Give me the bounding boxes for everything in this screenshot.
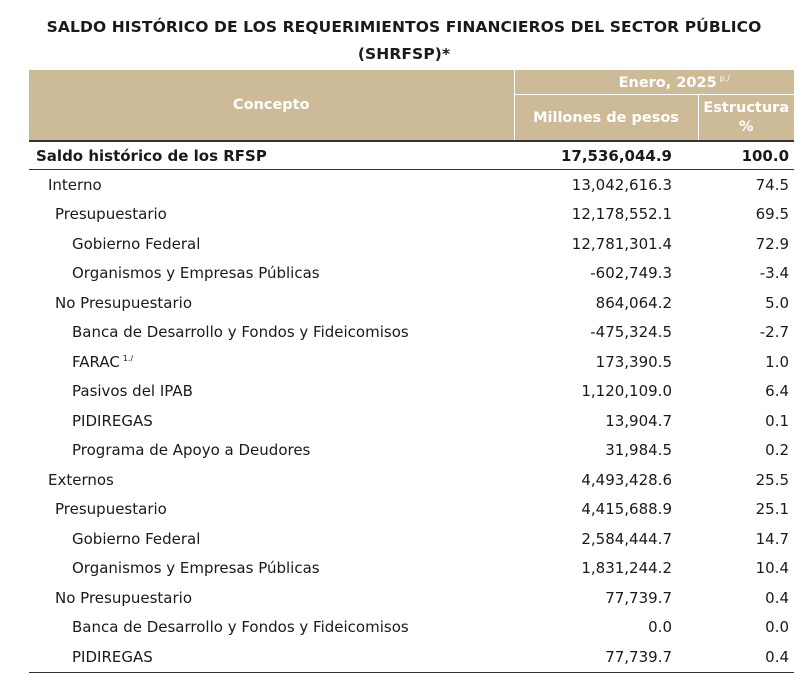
header-row-1 (29, 70, 794, 95)
row-value: 31,984.5 (605, 441, 672, 460)
table-row (29, 259, 794, 289)
document-title (0, 14, 808, 68)
row-value: 77,739.7 (605, 588, 672, 607)
table-row (29, 554, 794, 584)
header-estructura (698, 95, 794, 142)
table-row (29, 524, 794, 554)
row-pct: 0.2 (765, 441, 790, 460)
row-label: FARAC $^{1./}$ (72, 352, 134, 371)
row-value: 1,831,244.2 (581, 559, 672, 578)
row-label: Gobierno Federal (72, 529, 201, 548)
table-row (29, 406, 794, 436)
table-row (29, 141, 794, 170)
table-row (29, 200, 794, 230)
row-pct: 25.5 (755, 470, 790, 489)
row-pct: 74.5 (755, 175, 790, 194)
row-pct: 14.7 (755, 529, 790, 548)
header-estructura-line2: % (738, 118, 754, 135)
row-value: 4,415,688.9 (581, 500, 672, 519)
row-value: 864,064.2 (595, 293, 672, 312)
table-row (29, 613, 794, 643)
title-line-1: SALDO HISTÓRICO DE LOS REQUERIMIENTOS FINANCIEROS DEL SECTOR PÚBLICO (46, 18, 762, 36)
header-period-label: Enero, 2025 (618, 74, 717, 91)
table-row (29, 583, 794, 613)
row-label: Banca de Desarrollo y Fondos y Fideicomisos (72, 323, 409, 342)
row-value: 17,536,044.9 (514, 141, 698, 170)
row-pct: 0.4 (765, 588, 790, 607)
table-row (29, 347, 794, 377)
table-row (29, 436, 794, 466)
row-pct: -3.4 (759, 264, 790, 283)
row-value: 4,493,428.6 (581, 470, 672, 489)
row-label: Organismos y Empresas Públicas (72, 264, 320, 283)
row-label: No Presupuestario (55, 588, 192, 607)
row-label: Externos (48, 470, 114, 489)
header-estructura-line1: Estructura (703, 99, 790, 116)
row-pct: -2.7 (759, 323, 790, 342)
header-concept: Concepto (29, 70, 514, 141)
row-label: Saldo histórico de los RFSP (29, 141, 514, 170)
header-period-note: p./ (719, 73, 731, 83)
table-row (29, 495, 794, 525)
row-pct: 100.0 (698, 141, 794, 170)
row-value: 2,584,444.7 (581, 529, 672, 548)
row-pct: 5.0 (765, 293, 790, 312)
header-millones: Millones de pesos (514, 95, 698, 142)
row-pct: 72.9 (755, 234, 790, 253)
row-value: 12,781,301.4 (571, 234, 672, 253)
row-pct: 0.0 (765, 618, 790, 637)
row-label: Presupuestario (55, 205, 167, 224)
row-value: 77,739.7 (514, 642, 698, 672)
row-label: Organismos y Empresas Públicas (72, 559, 320, 578)
row-value: 173,390.5 (595, 352, 672, 371)
row-pct: 0.4 (698, 642, 794, 672)
row-value: -475,324.5 (590, 323, 672, 342)
header-period (514, 70, 794, 95)
row-pct: 1.0 (765, 352, 790, 371)
row-value: 12,178,552.1 (571, 205, 672, 224)
row-label: Banca de Desarrollo y Fondos y Fideicomisos (72, 618, 409, 637)
row-pct: 25.1 (755, 500, 790, 519)
row-value: -602,749.3 (590, 264, 672, 283)
shrfsp-table (29, 70, 794, 673)
row-label: Presupuestario (55, 500, 167, 519)
row-pct: 0.1 (765, 411, 790, 430)
row-label: Programa de Apoyo a Deudores (72, 441, 311, 460)
row-label: PIDIREGAS (29, 642, 514, 672)
title-line-2: (SHRFSP)* (357, 45, 451, 63)
table-row (29, 465, 794, 495)
table-row (29, 170, 794, 200)
row-value: 13,904.7 (605, 411, 672, 430)
row-value: 1,120,109.0 (581, 382, 672, 401)
row-label: Pasivos del IPAB (72, 382, 193, 401)
table-row (29, 288, 794, 318)
row-pct: 10.4 (755, 559, 790, 578)
table-row (29, 642, 794, 672)
row-footnote: 1./ (122, 353, 134, 363)
row-label: Gobierno Federal (72, 234, 201, 253)
row-label: No Presupuestario (55, 293, 192, 312)
row-value: 0.0 (648, 618, 672, 637)
table-row (29, 229, 794, 259)
row-value: 13,042,616.3 (571, 175, 672, 194)
table-row (29, 377, 794, 407)
row-label: PIDIREGAS (72, 411, 153, 430)
table-body (29, 141, 794, 672)
row-label: Interno (48, 175, 102, 194)
row-pct: 69.5 (755, 205, 790, 224)
table-row (29, 318, 794, 348)
row-pct: 6.4 (765, 382, 790, 401)
